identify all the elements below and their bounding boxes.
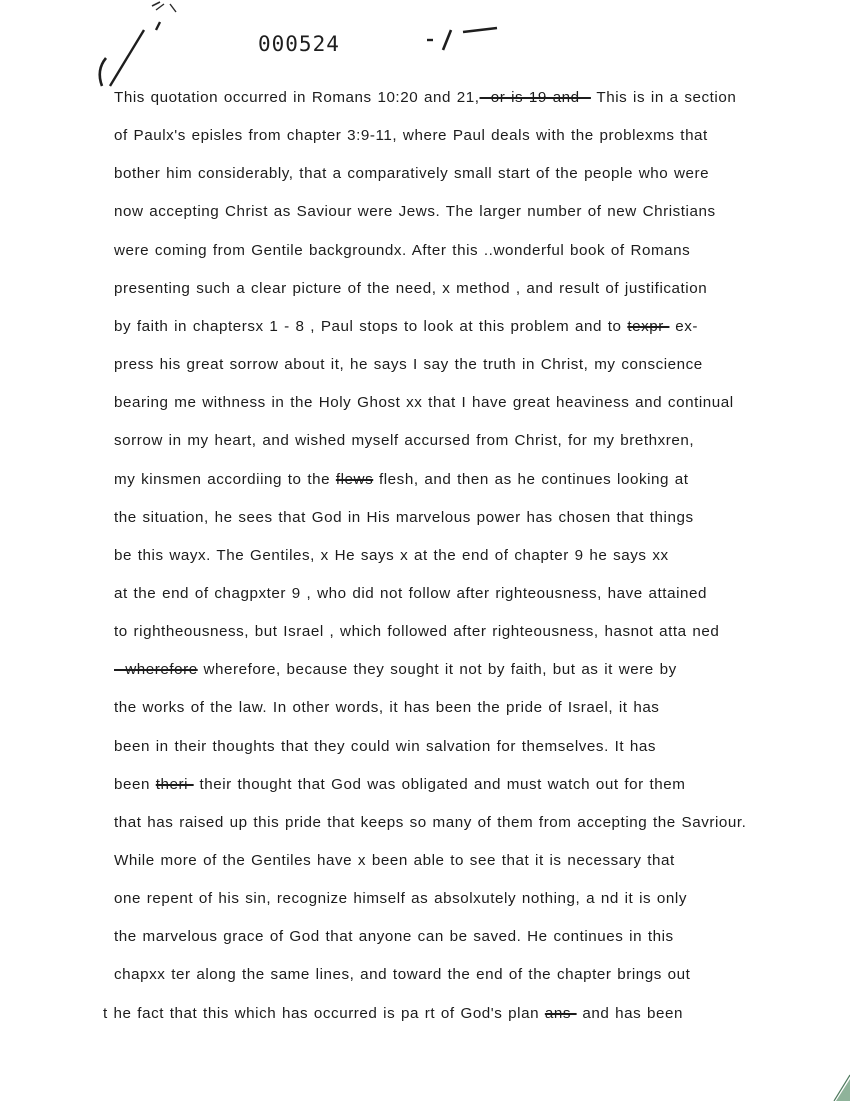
page-corner-mark	[810, 1061, 850, 1101]
text-segment: to rightheousness, but Israel , which followed after righteousness, hasnot atta ned	[114, 623, 720, 641]
text-segment: my kinsmen accordiing to the	[114, 470, 336, 488]
struck-text: theri-	[155, 775, 194, 793]
text-segment: at the end of chagpxter 9 , who did not follow after righteousness, have attained	[114, 584, 707, 602]
text-segment: bearing me withness in the Holy Ghost xx that I have great heaviness and continual	[114, 394, 734, 412]
text-line	[114, 279, 707, 299]
text-line	[114, 622, 719, 642]
text-segment: their thought that God was obligated and must watch out for them	[193, 775, 686, 793]
struck-text: --wherefore	[114, 661, 198, 679]
text-line	[114, 126, 708, 146]
text-line	[103, 1004, 683, 1024]
text-segment: sorrow in my heart, and wished myself accursed from Christ, for my brethxren,	[114, 432, 695, 450]
text-segment: been in their thoughts that they could win salvation for themselves. It has	[114, 737, 657, 755]
text-segment: the marvelous grace of God that anyone can be saved. He continues in this	[114, 928, 674, 946]
text-line	[114, 470, 689, 490]
text-segment: of Paulx's episles from chapter 3:9-11, where Paul deals with the problexms that	[114, 127, 708, 145]
text-line	[114, 775, 686, 795]
text-line	[114, 355, 703, 375]
text-segment: been	[114, 775, 156, 793]
text-line	[114, 546, 669, 566]
text-segment: While more of the Gentiles have x been able to see that it is necessary that	[114, 852, 675, 869]
text-segment: This is in a section	[590, 89, 737, 106]
text-segment: This quotation occurred in Romans 10:20 and 21,	[114, 89, 480, 106]
document-number: 000524	[258, 32, 340, 56]
text-segment: chapxx ter along the same lines, and toward the end of the chapter brings out	[114, 966, 691, 984]
text-line	[114, 813, 746, 833]
struck-text: flews	[335, 470, 374, 488]
text-line	[114, 698, 659, 718]
text-line	[114, 737, 656, 757]
text-segment: bother him considerably, that a comparatively small start of the people who were	[114, 165, 710, 183]
text-line	[114, 584, 707, 604]
text-segment: the works of the law. In other words, it has been the pride of Israel, it has	[114, 699, 660, 717]
text-line	[114, 317, 698, 337]
text-segment: ex-	[669, 317, 698, 335]
text-segment: and has been	[576, 1004, 684, 1022]
text-line	[114, 660, 677, 680]
text-line	[114, 927, 674, 947]
text-segment: press his great sorrow about it, he says I say the truth in Christ, my conscience	[114, 356, 703, 374]
text-line	[114, 393, 734, 413]
text-line	[114, 851, 675, 871]
text-line	[114, 508, 694, 528]
text-line	[114, 202, 716, 222]
struck-text: texpr-	[627, 317, 670, 335]
text-segment: one repent of his sin, recognize himself as absolxutely nothing, a nd it is only	[114, 890, 687, 908]
text-segment: now accepting Christ as Saviour were Jews. The larger number of new Christians	[114, 203, 716, 221]
text-line	[114, 431, 694, 451]
text-segment: were coming from Gentile backgroundx. After this ..wonderful book of Romans	[114, 241, 691, 259]
text-segment: presenting such a clear picture of the need, x method , and result of justification	[114, 279, 708, 297]
text-segment: by faith in chaptersx 1 - 8 , Paul stops to look at this problem and to	[114, 317, 628, 335]
text-line	[114, 88, 736, 108]
text-segment: flesh, and then as he continues looking at	[373, 470, 689, 488]
struck-text: ans-	[544, 1004, 577, 1022]
text-line	[114, 241, 690, 261]
handwritten-margin-mark	[90, 0, 200, 100]
text-segment: that has raised up this pride that keeps so many of them from accepting the Savriour.	[114, 813, 747, 831]
struck-text: --or is 19 and--	[479, 89, 591, 106]
handwritten-page-number	[425, 18, 505, 58]
text-line	[114, 164, 709, 184]
text-line	[114, 965, 690, 985]
text-segment: the situation, he sees that God in His marvelous power has chosen that things	[114, 508, 694, 526]
text-segment: be this wayx. The Gentiles, x He says x at the end of chapter 9 he says xx	[114, 546, 669, 564]
text-line	[114, 889, 687, 909]
text-segment: t he fact that this which has occurred is pa rt of God's plan	[103, 1004, 545, 1022]
text-segment: wherefore, because they sought it not by faith, but as it were by	[197, 661, 677, 679]
